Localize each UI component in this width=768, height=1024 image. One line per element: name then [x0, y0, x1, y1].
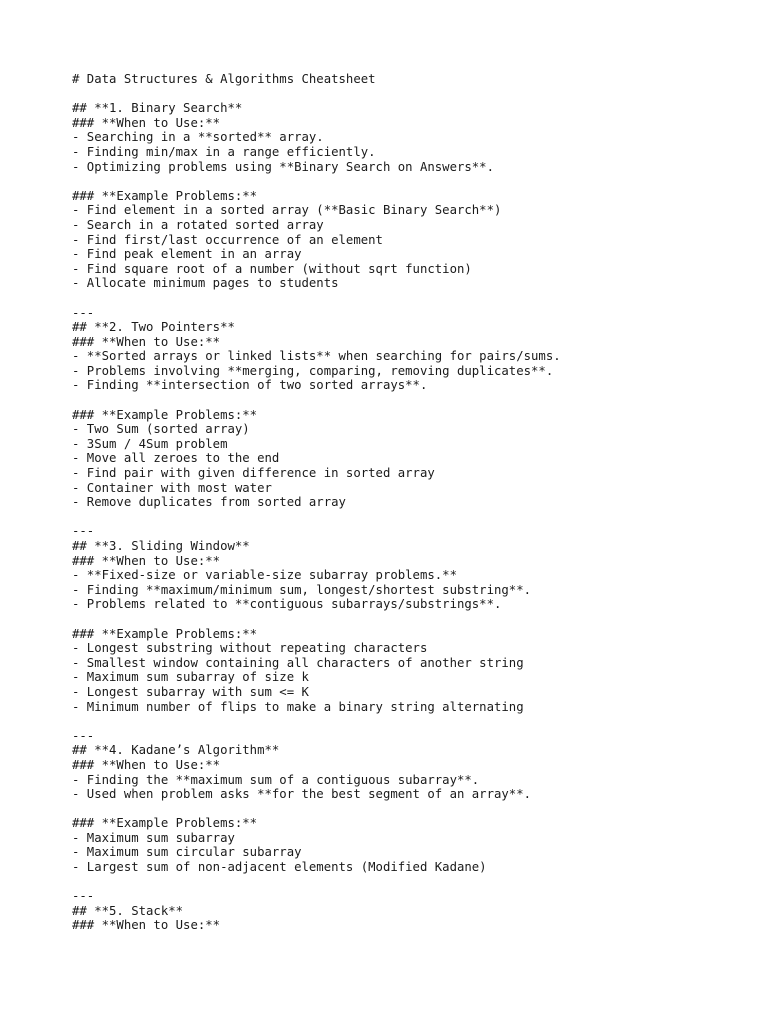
list-item: - Finding the **maximum sum of a contiguous subarray**.	[72, 772, 480, 787]
subsection-heading: ### **When to Use:**	[72, 918, 221, 933]
list-item: - Find first/last occurrence of an element	[72, 232, 383, 247]
cheatsheet-text	[72, 72, 712, 933]
subsection-heading: ### **When to Use:**	[72, 757, 221, 772]
subsection-heading: ### **Example Problems:**	[72, 816, 258, 831]
list-item: - Smallest window containing all characters of another string	[72, 655, 524, 670]
subsection-heading: ### **Example Problems:**	[72, 188, 258, 203]
section-heading: ## **5. Stack**	[72, 903, 184, 918]
subsection-heading: ### **When to Use:**	[72, 334, 221, 349]
blank-line	[72, 802, 712, 817]
blank-line	[72, 875, 712, 890]
list-item: - Searching in a **sorted** array.	[72, 130, 324, 145]
section-heading: ## **3. Sliding Window**	[72, 539, 250, 553]
section-heading: ## **1. Binary Search**	[72, 101, 243, 116]
list-item: - Search in a rotated sorted array	[72, 217, 324, 232]
list-item: - Used when problem asks **for the best segment of an array**.	[72, 787, 532, 802]
list-item: - Maximum sum subarray	[72, 830, 235, 845]
document-title: # Data Structures & Algorithms Cheatsheet	[72, 72, 376, 86]
list-item: - Finding **maximum/minimum sum, longest/shortest substring**.	[72, 582, 532, 597]
list-item: - Allocate minimum pages to students	[72, 276, 339, 291]
list-item: - **Sorted arrays or linked lists** when searching for pairs/sums.	[72, 349, 561, 364]
list-item: - **Fixed-size or variable-size subarray problems.**	[72, 568, 457, 583]
horizontal-rule: ---	[72, 305, 95, 320]
section-heading: ## **4. Kadane’s Algorithm**	[72, 743, 280, 758]
list-item: - Finding min/max in a range efficiently.	[72, 144, 376, 159]
horizontal-rule: ---	[72, 889, 95, 904]
blank-line	[72, 612, 712, 627]
list-item: - Find peak element in an array	[72, 247, 302, 262]
list-item: - Problems related to **contiguous subarrays/substrings**.	[72, 597, 502, 612]
list-item: - Problems involving **merging, comparing, removing duplicates**.	[72, 363, 554, 378]
section-heading: ## **2. Two Pointers**	[72, 320, 235, 335]
blank-line	[72, 174, 712, 189]
subsection-heading: ### **When to Use:**	[72, 553, 221, 568]
list-item: - Move all zeroes to the end	[72, 451, 280, 466]
list-item: - Maximum sum circular subarray	[72, 845, 302, 860]
list-item: - Longest substring without repeating characters	[72, 641, 428, 656]
list-item: - Find pair with given difference in sorted array	[72, 466, 435, 481]
list-item: - Optimizing problems using **Binary Search on Answers**.	[72, 159, 494, 174]
list-item: - 3Sum / 4Sum problem	[72, 436, 228, 451]
subsection-heading: ### **When to Use:**	[72, 115, 221, 130]
list-item: - Largest sum of non-adjacent elements (Modified Kadane)	[72, 860, 487, 875]
blank-line	[72, 393, 712, 408]
blank-line	[72, 510, 712, 525]
list-item: - Find element in a sorted array (**Basic Binary Search**)	[72, 203, 502, 218]
subsection-heading: ### **Example Problems:**	[72, 626, 258, 641]
list-item: - Find square root of a number (without sqrt function)	[72, 261, 472, 276]
list-item: - Container with most water	[72, 480, 272, 495]
list-item: - Remove duplicates from sorted array	[72, 495, 346, 510]
blank-line	[72, 714, 712, 729]
subsection-heading: ### **Example Problems:**	[72, 407, 258, 422]
list-item: - Two Sum (sorted array)	[72, 422, 250, 437]
list-item: - Finding **intersection of two sorted arrays**.	[72, 378, 428, 393]
list-item: - Minimum number of flips to make a binary string alternating	[72, 699, 524, 714]
list-item: - Longest subarray with sum <= K	[72, 684, 309, 699]
horizontal-rule: ---	[72, 728, 95, 743]
blank-line	[72, 291, 712, 306]
horizontal-rule: ---	[72, 524, 95, 539]
list-item: - Maximum sum subarray of size k	[72, 670, 309, 685]
blank-line	[72, 87, 712, 102]
